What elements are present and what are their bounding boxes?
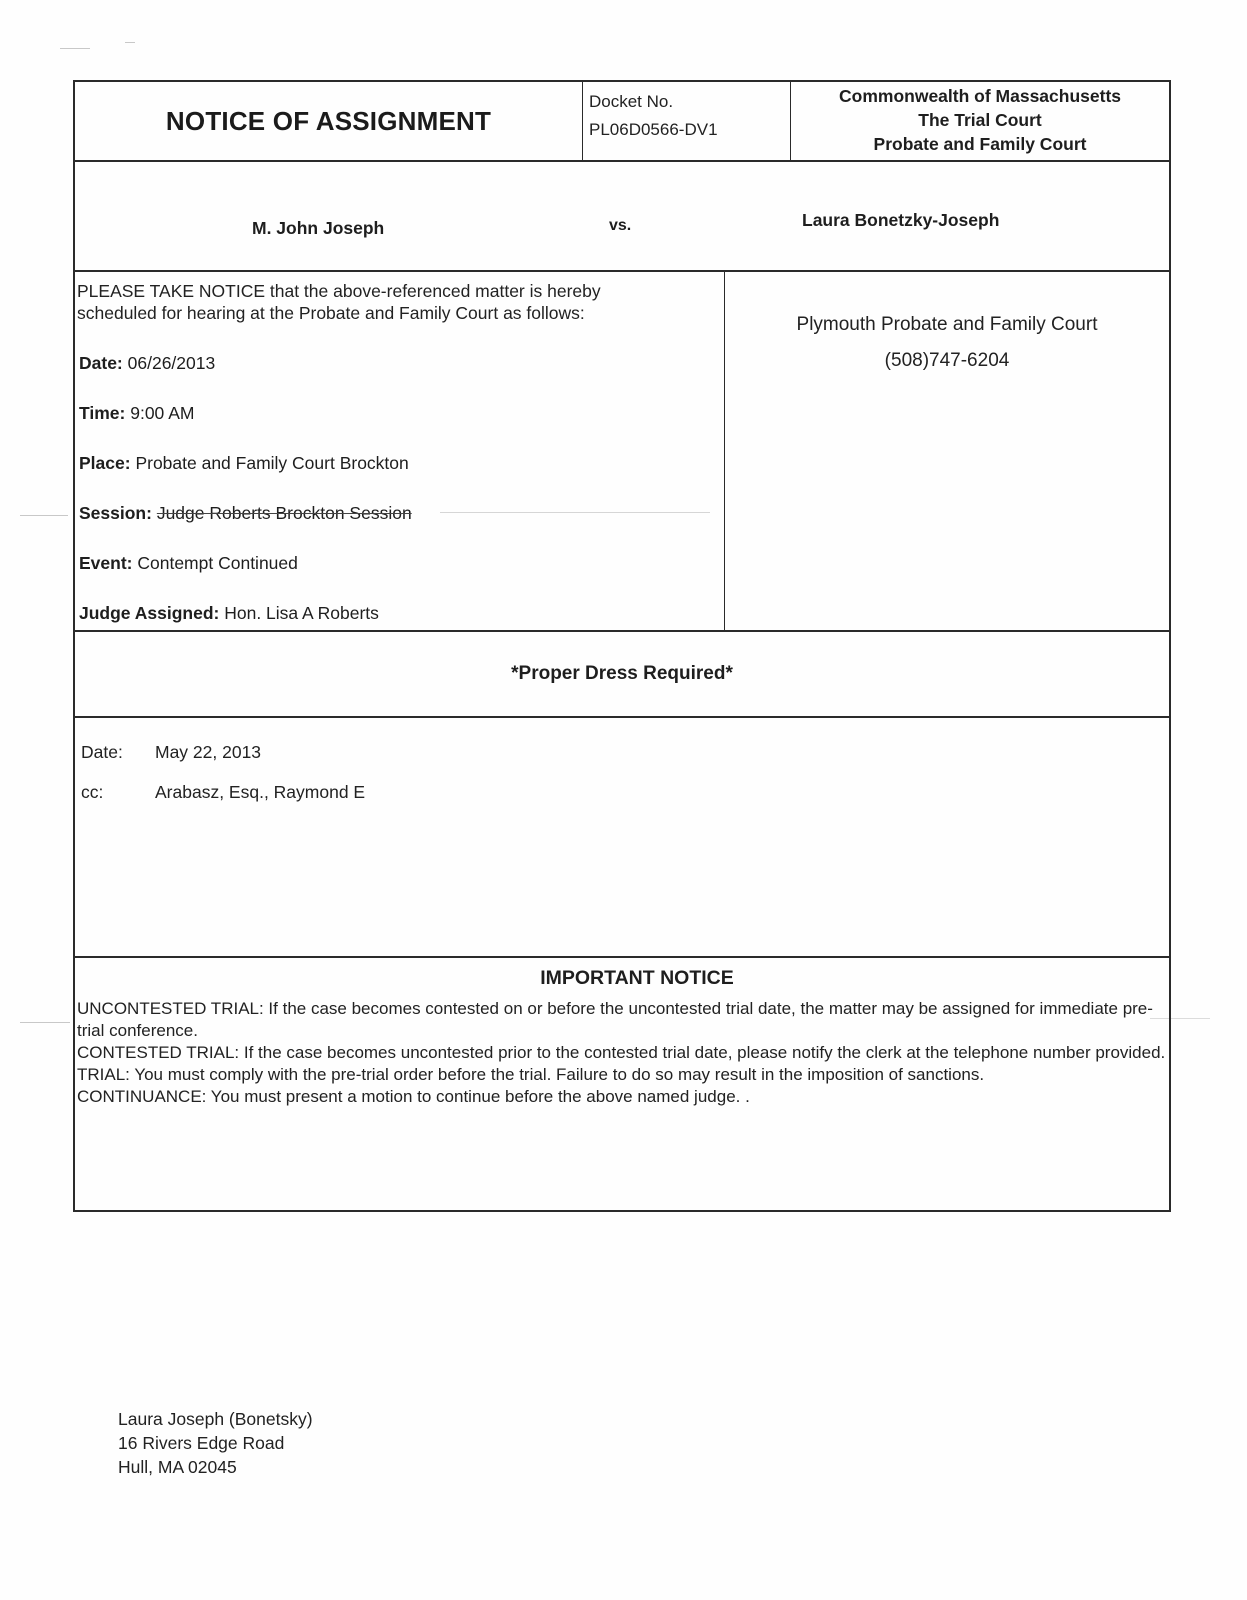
- hearing-session-label: Session:: [79, 503, 152, 523]
- header-row: [75, 82, 1169, 162]
- hearing-time-label: Time:: [79, 403, 126, 423]
- notice-cc: [81, 780, 1169, 804]
- hearing-session: [77, 502, 724, 524]
- hearing-session-value: Judge Roberts Brockton Session: [156, 503, 412, 523]
- notice-cc-label: cc:: [81, 782, 104, 802]
- hearing-judge-value: Hon. Lisa A Roberts: [224, 603, 379, 623]
- parties-row: [75, 162, 1169, 272]
- trial-note: TRIAL: You must comply with the pre-trial order before the trial. Failure to do so may result in the imposition of sanctions.: [77, 1065, 985, 1084]
- important-notice-body: [75, 998, 1169, 1108]
- docket-label: Docket No.: [589, 92, 674, 111]
- docket-number: PL06D0566-DV1: [589, 120, 718, 139]
- hearing-place-value: Probate and Family Court Brockton: [135, 453, 409, 473]
- dress-notice: *Proper Dress Required*: [511, 663, 733, 684]
- court-line-division: Probate and Family Court: [873, 134, 1087, 154]
- hearing-event: [77, 552, 724, 574]
- court-contact: [725, 272, 1169, 630]
- hearing-date-label: Date:: [79, 353, 123, 373]
- hearing-judge: [77, 602, 724, 624]
- hearing-date-value: 06/26/2013: [127, 353, 216, 373]
- scan-artifact: [20, 515, 68, 516]
- notice-intro: PLEASE TAKE NOTICE that the above-referenced matter is hereby scheduled for hearing at the Probate and Family Court as follows:: [77, 281, 601, 323]
- important-notice-title: IMPORTANT NOTICE: [540, 967, 734, 989]
- hearing-date: [77, 352, 724, 374]
- court-line-trial-court: The Trial Court: [918, 110, 1042, 130]
- hearing-place-label: Place:: [79, 453, 131, 473]
- hearing-time: [77, 402, 724, 424]
- hearing-place: [77, 452, 724, 474]
- notice-cc-value: Arabasz, Esq., Raymond E: [155, 782, 366, 802]
- hearing-time-value: 9:00 AM: [130, 403, 195, 423]
- dress-notice-row: [75, 632, 1169, 718]
- court-line-commonwealth: Commonwealth of Massachusetts: [839, 86, 1121, 106]
- document-title: NOTICE OF ASSIGNMENT: [75, 82, 583, 160]
- hearing-judge-label: Judge Assigned:: [79, 603, 220, 623]
- notice-date-value: May 22, 2013: [155, 742, 262, 762]
- mailing-address: [118, 1407, 313, 1479]
- hearing-row: [75, 272, 1169, 632]
- notice-date-label: Date:: [81, 742, 123, 762]
- plaintiff-name: M. John Joseph: [252, 218, 385, 238]
- scan-artifact: [125, 42, 135, 43]
- recipient-name: Laura Joseph (Bonetsky): [118, 1409, 313, 1429]
- court-heading: [791, 82, 1169, 160]
- hearing-event-value: Contempt Continued: [137, 553, 298, 573]
- docket-block: [583, 82, 791, 160]
- scan-artifact: [20, 1022, 70, 1023]
- notice-form: [73, 80, 1171, 1212]
- contested-trial-note: CONTESTED TRIAL: If the case becomes uncontested prior to the contested trial date, please notify the clerk at the telephone number provided.: [77, 1043, 1166, 1062]
- hearing-details: [75, 272, 725, 630]
- hearing-event-label: Event:: [79, 553, 133, 573]
- recipient-city-state-zip: Hull, MA 02045: [118, 1457, 237, 1477]
- notice-date: [81, 740, 1169, 764]
- versus-label: vs.: [609, 217, 632, 234]
- uncontested-trial-note: UNCONTESTED TRIAL: If the case becomes contested on or before the uncontested trial date, the matter may be assigned for immediate pre-trial conference.: [77, 999, 1153, 1040]
- court-name: Plymouth Probate and Family Court: [796, 314, 1098, 335]
- defendant-name: Laura Bonetzky-Joseph: [802, 210, 1000, 230]
- scan-artifact: [60, 48, 90, 49]
- recipient-street: 16 Rivers Edge Road: [118, 1433, 285, 1453]
- court-phone: (508)747-6204: [884, 350, 1010, 371]
- continuance-note: CONTINUANCE: You must present a motion to continue before the above named judge. .: [77, 1087, 750, 1106]
- important-notice-row: [75, 958, 1169, 1210]
- notice-meta-row: [75, 718, 1169, 958]
